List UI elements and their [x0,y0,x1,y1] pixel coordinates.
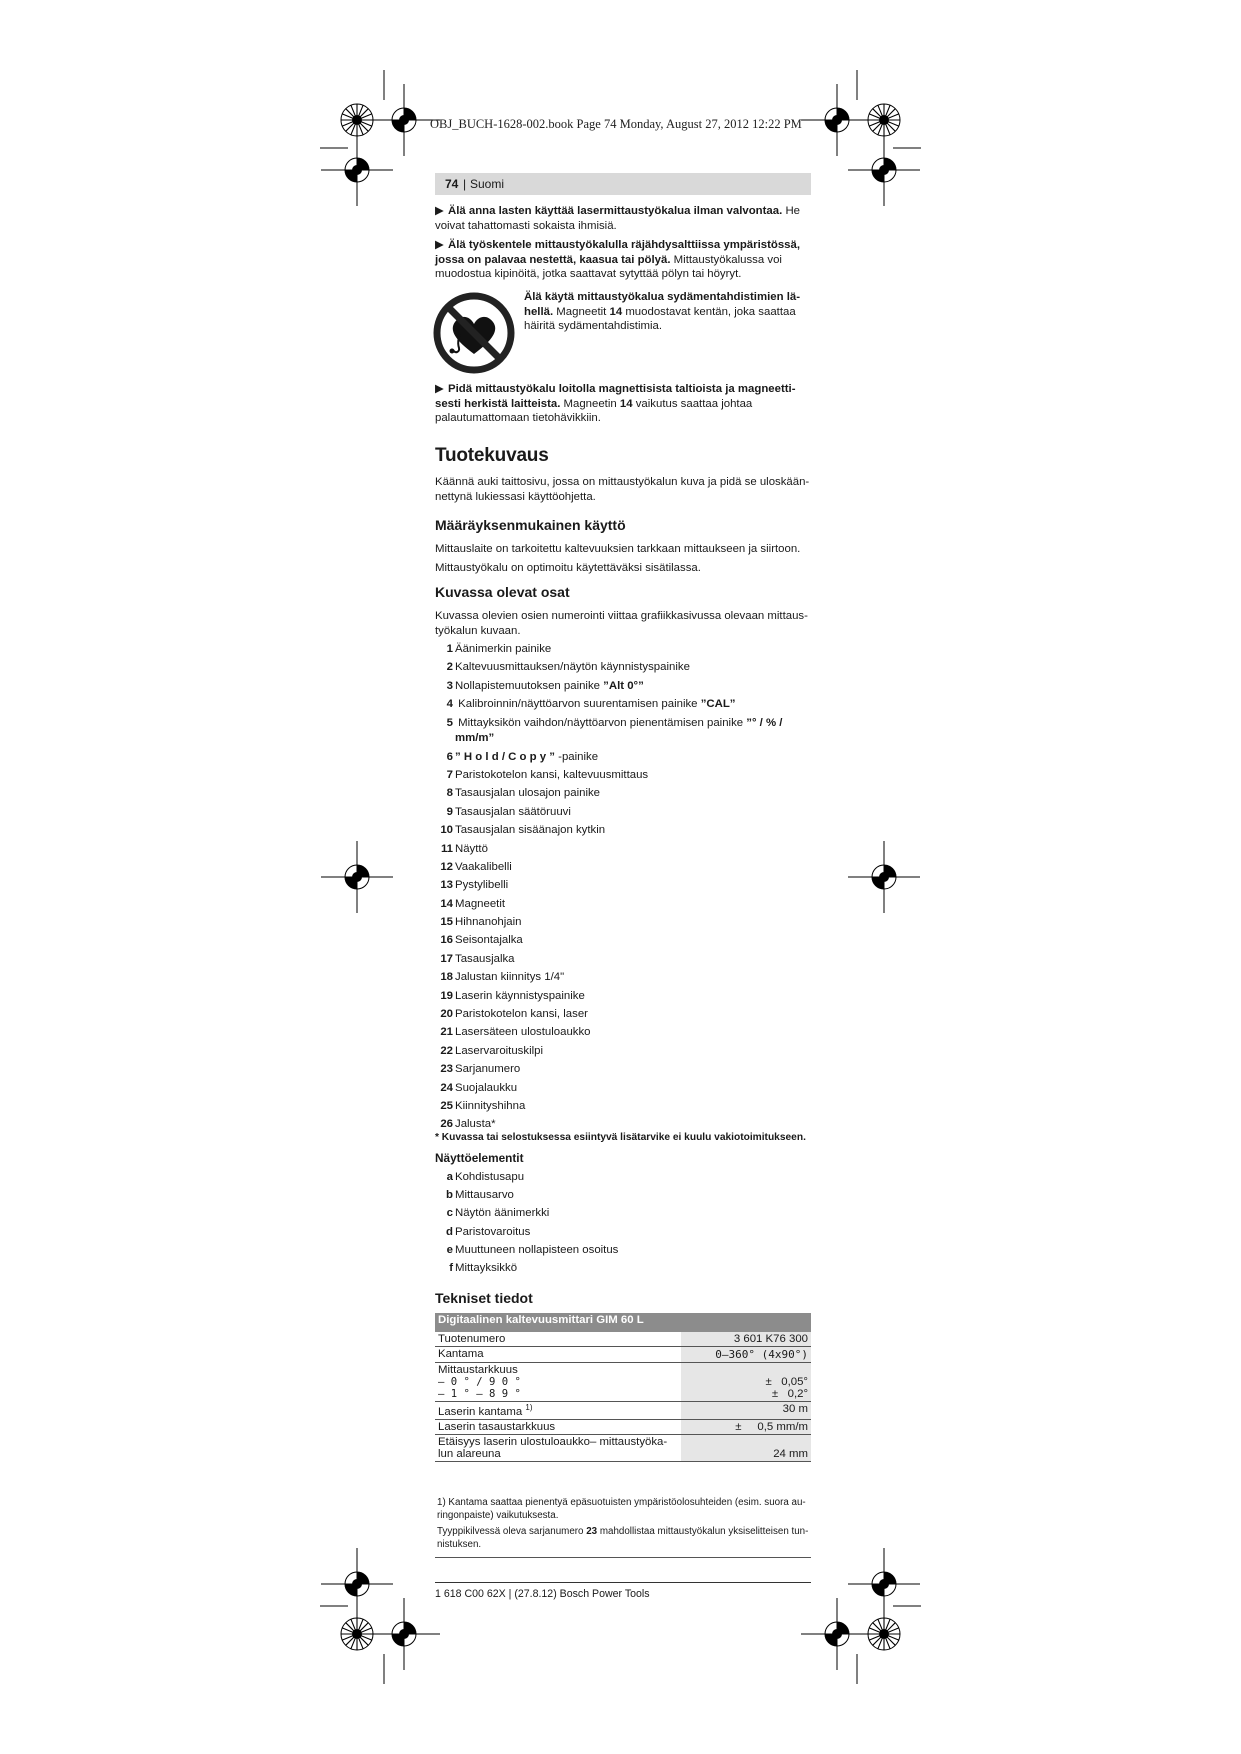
list-item [437,968,811,986]
part-label: Nollapistemuutoksen painike [455,679,604,692]
element-label: Kohdistusapu [455,1171,525,1183]
list-item [437,784,811,802]
footnote-ref: 1) [525,1403,533,1412]
list-item [437,766,811,784]
part-label: Kalibroinnin/näyttöarvon suurentamisen painike [455,698,701,711]
part-number: 23 [440,1063,453,1076]
list-item [437,950,811,968]
part-label: Tasausjalan sisäänajon kytkin [455,824,606,837]
part-label: Hihnanohjain [455,916,522,929]
list-item [437,640,811,658]
section-title-product: Tuotekuvaus [435,445,549,466]
footnote-text: Tyyppikilvessä oleva sarjanumero [437,1526,587,1537]
element-label: Muuttuneen nollapisteen osoitus [455,1243,619,1256]
part-label: Suojalaukku [455,1081,518,1094]
footnote-rule [435,1557,811,1558]
warning-text: Mittaustyökalussa voi muodostua kipinöitä, jotka saattavat sytyttää pölyn tai höyryt. [435,253,782,281]
accessory-note: * Kuvassa tai selostuksessa esiintyvä lisätarvike ei kuulu vakiotoimitukseen. [435,1132,806,1143]
display-elements-list [437,1168,811,1277]
part-label: Laserin käynnistyspainike [455,989,585,1002]
part-label-bold: ”CAL” [700,698,736,711]
part-label: Näyttö [455,842,488,855]
row-label-group [435,1363,681,1402]
list-item [437,1241,811,1259]
part-number: 14 [440,897,453,910]
list-item [437,913,811,931]
element-label: Mittayksikkö [455,1261,518,1274]
part-number: 24 [440,1081,453,1094]
table-row [435,1363,811,1402]
part-label: Kiinnityshihna [455,1099,526,1112]
warning-bold: Älä käytä mittaustyökalua sydämentahdistimien lä-hellä. [524,291,801,318]
list-item [437,876,811,894]
part-label: Tasausjalan säätöruuvi [455,805,571,818]
part-number: 2 [446,661,453,674]
row-value: ± 0,5 mm/m [681,1419,811,1434]
list-item [437,840,811,858]
part-number: 5 [446,716,453,729]
warning-text: He voivat tahattomasti sokaista ihmisiä. [435,205,801,232]
row-label: Laserin kantama [438,1405,523,1418]
list-item [437,858,811,876]
element-label: Näytön äänimerkki [455,1207,550,1220]
part-label-bold: ”° / % / [746,716,783,729]
part-number: 22 [440,1044,453,1057]
list-item [437,1079,811,1097]
element-letter: c [446,1207,453,1220]
row-label: Tuotenumero [438,1333,506,1345]
row-value: 0–360° (4x90°) [681,1347,811,1363]
list-item [437,1060,811,1078]
row-sublabel: – 0 ° / 9 0 ° [438,1376,521,1388]
bullet-triangle-icon: ▶ [435,383,444,395]
part-label: Laservaroituskilpi [455,1044,543,1057]
part-number: 7 [446,768,453,781]
part-label: Mittayksikön vaihdon/näyttöarvon pienentämisen painike [455,716,747,729]
part-label: Lasersäteen ulostuloaukko [455,1026,591,1039]
table-header-row [435,1313,811,1332]
element-label: Mittausarvo [455,1189,514,1202]
row-label-group [435,1402,681,1420]
element-letter: b [446,1189,453,1202]
ref-number: 14 [609,305,623,318]
element-letter: a [446,1171,453,1183]
list-item [437,931,811,949]
footnote-text: mahdollistaa mittaustyökalun yksiselitteisen tun-nistuksen. [437,1526,809,1550]
list-item [437,1223,811,1241]
page-footer: 1 618 C00 62X | (27.8.12) Bosch Power Tools [435,1588,650,1600]
element-letter: f [449,1261,453,1274]
no-pacemaker-icon [433,292,515,374]
bullet-triangle-icon: ▶ [435,239,444,251]
list-item [437,748,811,766]
list-item [437,1005,811,1023]
warning-bold: Älä anna lasten käyttää lasermittaustyökalua ilman valvontaa. [448,205,783,217]
element-label: Paristovaroitus [455,1225,531,1238]
table-row [435,1332,811,1347]
table-row [435,1419,811,1434]
parts-title: Kuvassa olevat osat [435,584,570,600]
warning-bold: Älä työskentele mittaustyökalulla räjähdysalttiissa ympäristössä, jossa on palavaa nestettä, kaasua tai pölyä. [435,239,800,266]
part-label: Paristokotelon kansi, kaltevuusmittaus [455,768,649,781]
part-number: 3 [446,679,453,692]
part-label: Jalusta* [455,1118,496,1131]
row-label: Kantama [435,1347,681,1363]
warning-bold: Pidä mittaustyökalu loitolla magnettisista taltioista ja magneetti-sesti herkistä laitteista. [435,383,796,410]
list-item [437,1168,811,1186]
product-intro: Käännä auki taittosivu, jossa on mittaustyökalun kuva ja pidä se uloskään-nettynä lukiessasi käyttöohjetta. [435,476,810,503]
element-letter: e [446,1243,453,1256]
part-number: 9 [446,805,453,818]
table-bottom-rule [435,1461,811,1462]
part-label: Kaltevuusmittauksen/näytön käynnistyspainike [455,661,690,674]
table-header: Digitaalinen kaltevuusmittari GIM 60 L [435,1313,811,1332]
element-letter: d [446,1225,453,1238]
part-label: Magneetit [455,897,506,910]
warning-magnetic [435,382,811,426]
part-number: 21 [440,1026,453,1039]
print-header: OBJ_BUCH-1628-002.book Page 74 Monday, August 27, 2012 12:22 PM [430,117,802,131]
list-item [437,1097,811,1115]
row-sublabel: – 1 ° – 8 9 ° [438,1388,521,1400]
tech-data-table [435,1313,811,1462]
part-number: 11 [440,842,453,855]
part-number: 10 [440,824,453,837]
part-number: 26 [440,1118,453,1131]
part-number: 25 [440,1099,453,1112]
list-item-continued [437,731,811,748]
part-number: 12 [440,860,453,873]
warning-children [435,204,811,233]
part-label: Paristokotelon kansi, laser [455,1008,588,1021]
row-label-group [435,1434,681,1461]
list-item [437,1204,811,1222]
warning-text: muodostavat kentän, joka saattaa häiritä sydämentahdistimia. [524,305,796,333]
part-number: 8 [446,787,453,800]
footnote-range: 1) Kantama saattaa pienentyä epäsuotuisten ympäristöolosuhteiden (esim. suora au-ringonpaiste) vaikutuksesta. [437,1497,806,1521]
list-item [437,803,811,821]
row-label: Etäisyys laserin ulostuloaukko– mittaustyöka- [438,1435,668,1448]
part-label-bold: ”Alt 0°” [603,679,644,692]
list-item [437,1115,811,1133]
row-value: 30 m [681,1402,811,1420]
warning-text: Magneetin [560,397,620,410]
part-label: Jalustan kiinnitys 1/4" [455,971,565,984]
part-label: Äänimerkin painike [455,643,552,655]
parts-list [437,640,811,1134]
parts-intro: Kuvassa olevien osien numerointi viittaa grafiikkasivussa olevaan mittaus-työkalun kuvaan. [435,610,808,637]
part-label: Pystylibelli [455,879,509,892]
row-label: Laserin tasaustarkkuus [435,1419,681,1434]
row-value: 24 mm [681,1434,811,1461]
page-number: 74 [445,177,459,191]
part-number: 15 [440,916,453,929]
row-label: lun alareuna [438,1447,501,1460]
tech-data-title: Tekniset tiedot [435,1290,533,1306]
list-item [437,1259,811,1277]
part-number: 20 [440,1008,453,1021]
intended-use-text-1: Mittauslaite on tarkoitettu kaltevuuksien tarkkaan mittaukseen ja siirtoon. [435,543,801,555]
list-item [437,716,811,731]
row-value: 3 601 K76 300 [681,1332,811,1347]
list-item [437,1186,811,1204]
header-separator: | [463,177,467,191]
part-label: -painike [555,750,599,763]
part-label-bold: mm/m” [455,731,495,744]
part-number: 19 [440,989,453,1002]
part-number: 18 [440,971,453,984]
list-item [437,677,811,695]
ref-number: 23 [586,1526,598,1537]
list-item [437,987,811,1005]
row-value-group [681,1363,811,1402]
warning-explosive [435,238,811,282]
list-item [437,695,811,713]
part-number: 13 [440,879,453,892]
page-header-bar [435,173,811,195]
part-number: 1 [446,643,453,655]
list-item [437,821,811,839]
list-item [437,1023,811,1041]
warning-pacemaker [524,290,811,334]
footnote-serial [437,1526,809,1551]
list-item [437,658,811,676]
intended-use-text-2: Mittaustyökalu on optimoitu käytettäväksi sisätilassa. [435,562,701,574]
footer-rule [435,1582,811,1583]
part-label: Vaakalibelli [455,860,512,873]
part-label: Tasausjalan ulosajon painike [455,787,601,800]
part-label: Seisontajalka [455,934,523,947]
row-label: Mittaustarkkuus [438,1364,518,1376]
header-language: Suomi [470,177,505,191]
warning-text: vaikutus saattaa johtaa palautumattomaan tietohävikkiin. [435,397,753,425]
row-value: ± 0,05° [765,1376,808,1388]
table-row [435,1402,811,1420]
table-row [435,1434,811,1461]
list-item [437,895,811,913]
part-number: 16 [440,934,453,947]
part-number: 6 [446,750,453,763]
row-value: ± 0,2° [771,1388,808,1400]
list-item [437,1042,811,1060]
part-number: 17 [440,952,453,965]
bullet-triangle-icon: ▶ [435,205,444,217]
warning-text: Magneetit [553,305,610,318]
display-elements-title: Näyttöelementit [435,1151,524,1165]
ref-number: 14 [619,397,633,410]
part-label: Tasausjalka [455,952,515,965]
part-label-bold: ” H o l d / C o p y ” [455,750,555,763]
intended-use-title: Määräyksenmukainen käyttö [435,517,626,533]
part-label: Sarjanumero [455,1063,521,1076]
table-row [435,1347,811,1363]
part-number: 4 [446,698,453,711]
